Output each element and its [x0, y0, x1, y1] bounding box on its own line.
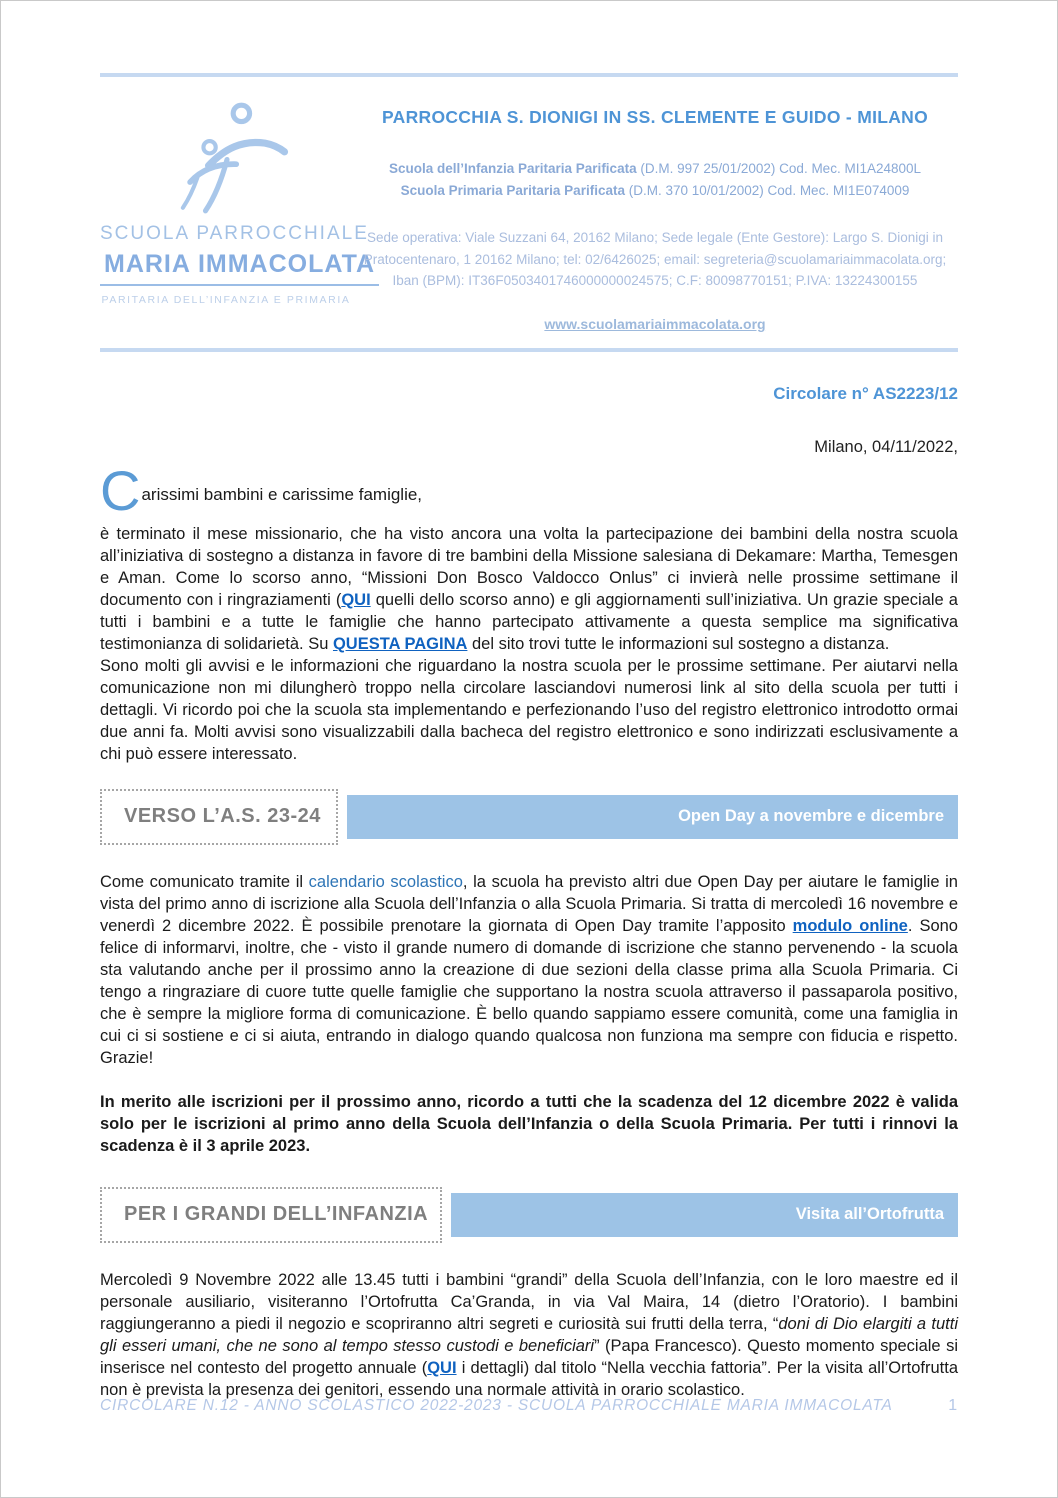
section-banner-open-day: Open Day a novembre e dicembre [347, 795, 958, 839]
logo-text-line3: PARITARIA DELL’INFANZIA E PRIMARIA [101, 294, 351, 306]
logo-text-line1: SCUOLA PARROCCHIALE [100, 223, 369, 244]
paragraph-text: ” (Papa Francesco). Questo momento speciale si inserisce nel contesto del progetto annuale ( [100, 1336, 958, 1377]
school-logo [100, 97, 376, 332]
paragraph-text: del sito trovi tutte le informazioni sul sostegno a distanza. [467, 634, 890, 653]
circular-number: Circolare n° AS2223/12 [773, 383, 958, 403]
paragraph-text: è terminato il mese missionario, che ha visto ancora una volta la partecipazione dei bambini della nostra scuola all’iniziativa di sostegno a distanza in favore di tre bambini della Missione salesiana di Dekamare: Martha, Temesgen e Aman. Come lo scorso anno, “Missioni Don Bosco Valdocco Onlus” ci invierà nelle prossime settimane il documento con i ringraziamenti ( [100, 524, 958, 609]
link-qui-ringraziamenti[interactable]: QUI [341, 590, 371, 609]
section-label-verso-as: VERSO L’A.S. 23-24 [100, 789, 338, 845]
paragraph-open-day [100, 871, 958, 1069]
page-footer [100, 1397, 958, 1415]
link-qui-dettagli-progetto[interactable]: QUI [427, 1358, 457, 1377]
footer-text: CIRCOLARE N.12 - ANNO SCOLASTICO 2022-2023 - SCUOLA PARROCCHIALE MARIA IMMACOLATA [100, 1397, 893, 1414]
paragraph-avvisi-registro: Sono molti gli avvisi e le informazioni che riguardano la nostra scuola per le prossime settimane. Per aiutarvi nella comunicazione non mi dilungherò troppo nella circolare lasciandovi numerosi link al sito della scuola per tutti i dettagli. Vi ricordo poi che la scuola sta implementando e perfezionando l’uso del registro elettronico introdotto ormai due anni fa. Molti avvisi sono visualizzabili dalla bacheca del registro elettronico e sono indirizzati esclusivamente a chi può essere interessato. [100, 656, 958, 763]
dateline: Milano, 04/11/2022, [814, 437, 958, 456]
dropcap-initial: C [100, 458, 141, 522]
salutation [100, 458, 958, 522]
paragraph-text: quelli dello scorso anno) e gli aggiornamenti sull’iniziativa. Un grazie speciale a tutti i bambini e a tutte le famiglie che hanno partecipato attivamente a questa semplice ma significativa testimonianza di solidarietà. Su [100, 590, 958, 653]
paragraph-text: . Sono felice di informarvi, inoltre, che - visto il grande numero di domande di iscrizione che stanno pervenendo - la scuola sta valutando anche per il prossimo anno la creazione di due sezioni della classe prima alla Scuola Primaria. Ci tengo a ringraziare di cuore tutte quelle famiglie che supportano la nostra scuola attraverso il passaparola positivo, che è sempre la migliore forma di comunicazione. È bello quando sappiamo essere comunità, come una famiglia in cui ci si sostiene e ci si aiuta, entrando in dialogo quando qualcosa non funziona ma sempre con fiducia e rispetto. Grazie! [100, 916, 958, 1067]
paragraph-text: i dettagli) dal titolo “Nella vecchia fattoria”. Per la visita all’Ortofrutta non è prevista la presenza dei genitori, essendo una normale attività in orario scolastico. [100, 1358, 958, 1399]
school-line-infanzia [352, 158, 958, 180]
paragraph-text: Come comunicato tramite il [100, 872, 309, 891]
school-line-primaria [352, 180, 958, 202]
school-primaria-detail: (D.M. 370 10/01/2002) Cod. Mec. MI1E074009 [624, 182, 910, 198]
school-infanzia-name: Scuola dell’Infanzia Paritaria Parificata [388, 161, 637, 176]
link-calendario-scolastico[interactable]: calendario scolastico [308, 872, 463, 891]
letterhead [100, 97, 958, 332]
link-modulo-online[interactable]: modulo online [792, 916, 908, 935]
paragraph-visita-ortofrutta [100, 1269, 958, 1401]
header-top-rule [100, 73, 958, 77]
school-infanzia-detail: (D.M. 997 25/01/2002) Cod. Mec. MI1A24800L [636, 161, 922, 176]
school-accreditation-lines [352, 158, 958, 201]
paragraph-scadenze-iscrizioni: In merito alle iscrizioni per il prossimo anno, ricordo a tutti che la scadenza del 12 dicembre 2022 è valida solo per le iscrizioni al primo anno della Scuola dell’Infanzia o della Scuola Primaria. Per tutti i rinnovi la scadenza è il 3 aprile 2023. [100, 1092, 958, 1155]
logo-figures-icon [136, 99, 316, 217]
section-header-per-i-grandi [100, 1187, 958, 1243]
school-primaria-name: Scuola Primaria Paritaria Parificata [400, 182, 625, 198]
page-number: 1 [948, 1397, 958, 1414]
salutation-text: arissimi bambini e carissime famiglie, [141, 484, 423, 504]
papa-francesco-quote: doni di Dio elargiti a tutti gli esseri umani, che ne sono al tempo stesso custodi e beneficiari [100, 1314, 958, 1355]
section-label-grandi-infanzia: PER I GRANDI DELL’INFANZIA [100, 1187, 442, 1243]
logo-text-line2: MARIA IMMACOLATA [100, 248, 379, 286]
address-contacts-line: Sede operativa: Viale Suzzani 64, 20162 Milano; Sede legale (Ente Gestore): Largo S. Dionigi in Pratocentenaro, 1 20162 Milano; tel: 02/6426025; email: segreteria@scuolamariaimmacolata.org; Iban (BPM): IT36F0503401746000000024575; C.F: 80098770151; P.IVA: 13224300155 [363, 230, 947, 289]
parish-title: PARROCCHIA S. DIONIGI IN SS. CLEMENTE E GUIDO - MILANO [381, 107, 929, 127]
header-bottom-rule [100, 348, 958, 352]
paragraph-text: Mercoledì 9 Novembre 2022 alle 13.45 tutti i bambini “grandi” della Scuola dell’Infanzia, con le loro maestre ed il personale ausiliario, visiteranno l’Ortofrutta Ca’Granda, in via Val Maira, 14 (dietro l’Oratorio). I bambini raggiungeranno a piedi il negozio e scopriranno altri segreti e curiosità sui frutti della terra, “ [100, 1270, 958, 1333]
link-questa-pagina[interactable]: QUESTA PAGINA [332, 634, 468, 653]
section-header-verso-as-23-24 [100, 789, 958, 845]
letterhead-info [352, 97, 958, 332]
paragraph-text: , la scuola ha previsto altri due Open Day per aiutare le famiglie in vista del primo anno di iscrizione alla Scuola dell’Infanzia o alla Scuola Primaria. Si tratta di mercoledì 16 novembre e venerdì 2 dicembre 2022. È possibile prenotare la giornata di Open Day tramite l’apposito [100, 872, 958, 935]
website-link[interactable]: www.scuolamariaimmacolata.org [544, 315, 766, 332]
section-banner-visita-ortofrutta: Visita all’Ortofrutta [451, 1193, 958, 1237]
paragraph-mese-missionario [100, 523, 958, 655]
